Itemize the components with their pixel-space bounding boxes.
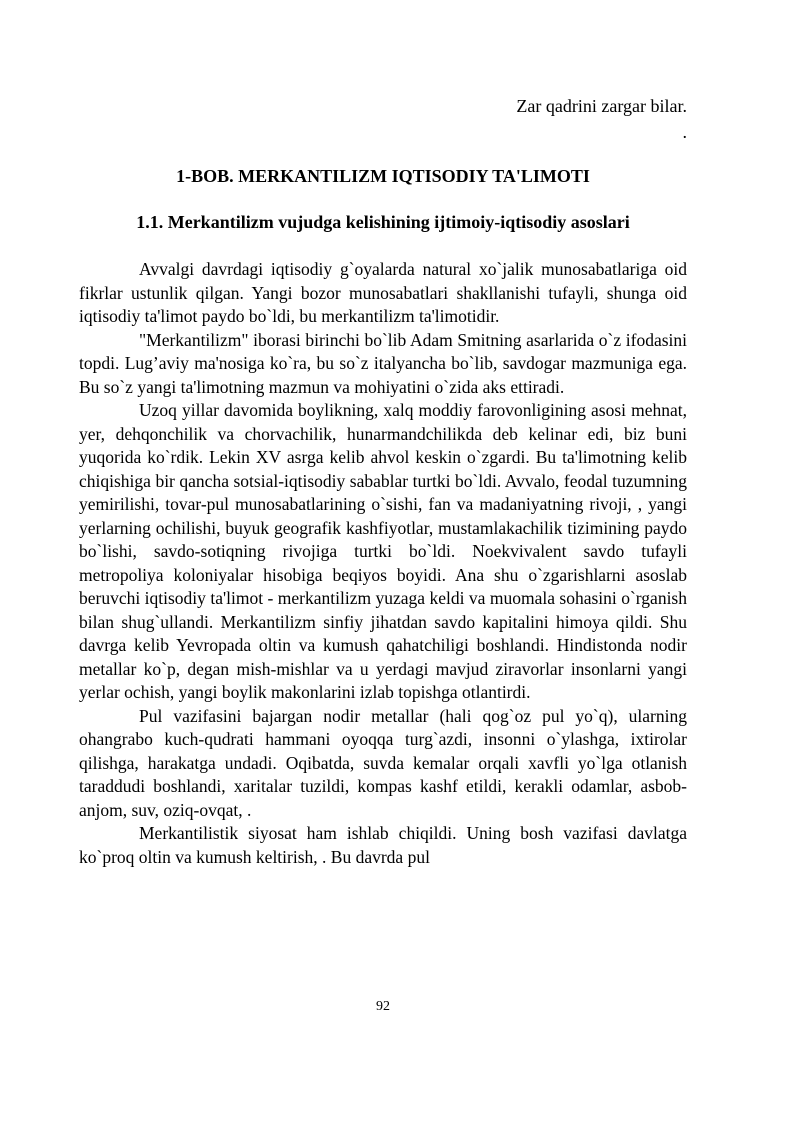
epigraph: Zar qadrini zargar bilar. bbox=[516, 96, 687, 116]
body-text bbox=[79, 258, 687, 869]
section-title: 1.1. Merkantilizm vujudga kelishining ijtimoiy-iqtisodiy asoslari bbox=[136, 212, 630, 232]
epigraph-dot: . bbox=[682, 122, 687, 142]
paragraph-5: Merkantilistik siyosat ham ishlab chiqildi. Uning bosh vazifasi davlatga ko`proq oltin va kumush keltirish, . Bu davrda pul bbox=[79, 823, 687, 867]
paragraph-3: Uzoq yillar davomida boylikning, xalq moddiy farovonligining asosi mehnat, yer, dehqonchilik va chorvachilik, hunarmandchilikda deb kelinar edi, biz buni yuqorida ko`rdik. Lekin XV asrga kelib ahvol keskin o`zgardi. Bu ta'limotning kelib chiqishiga bir qancha sotsial-iqtisodiy sabablar turtki bo`ldi. Avvalo, feodal tuzumning yemirilishi, tovar-pul munosabatlarining o`sishi, fan va madaniyatning rivoji, , yangi yerlarning ochilishi, buyuk geografik kashfiyotlar, mustamlakachilik tizimining paydo bo`lishi, savdo-sotiqning rivojiga turtki bo`ldi. Noekvivalent savdo tufayli metropoliya koloniyalar hisobiga beqiyos boyidi. Ana shu o`zgarishlarni asoslab beruvchi iqtisodiy ta'limot - merkantilizm yuzaga keldi va muomala sohasini o`rganish bilan shug`ullandi. Merkantilizm sinfiy jihatdan savdo kapitalini himoya qildi. Shu davrga kelib Yevropada oltin va kumush qahatchiligi boshlandi. Hindistonda nodir metallar ko`p, degan mish-mishlar va u yerdagi mavjud ziravorlar insonlarni yangi yerlar ochish, yangi boylik makonlarini izlab topishga otlantirdi. bbox=[79, 400, 687, 702]
paragraph-1: Avvalgi davrdagi iqtisodiy g`oyalarda natural xo`jalik munosabatlariga oid fikrlar ustunlik qilgan. Yangi bozor munosabatlari shakllanishi tufayli, shunga oid iqtisodiy ta'limot paydo bo`ldi, bu merkantilizm ta'limotidir. bbox=[79, 259, 687, 326]
chapter-title: 1-BOB. MERKANTILIZM IQTISODIY TA'LIMOTI bbox=[176, 166, 590, 186]
page-number: 92 bbox=[376, 999, 390, 1014]
paragraph-2: "Merkantilizm" iborasi birinchi bo`lib Adam Smitning asarlarida o`z ifodasini topdi. Lug’aviy ma'nosiga ko`ra, bu so`z italyancha bo`lib, savdogar mazmuniga ega. Bu so`z yangi ta'limotning mazmun va mohiyatini o`zida aks ettiradi. bbox=[79, 329, 687, 397]
paragraph-4: Pul vazifasini bajargan nodir metallar (hali qog`oz pul yo`q), ularning ohangrabo kuch-qudrati hammani oyoqqa turg`azdi, insonni o`ylashga, ixtirolar qilishga, harakatga undadi. Oqibatda, suvda kemalar orqali xavfli yo`lga otlanish taraddudi boshlandi, xaritalar tuzildi, kompas kashf etildi, kerakli odamlar, asbob-anjom, suv, oziq-ovqat, . bbox=[79, 705, 687, 820]
